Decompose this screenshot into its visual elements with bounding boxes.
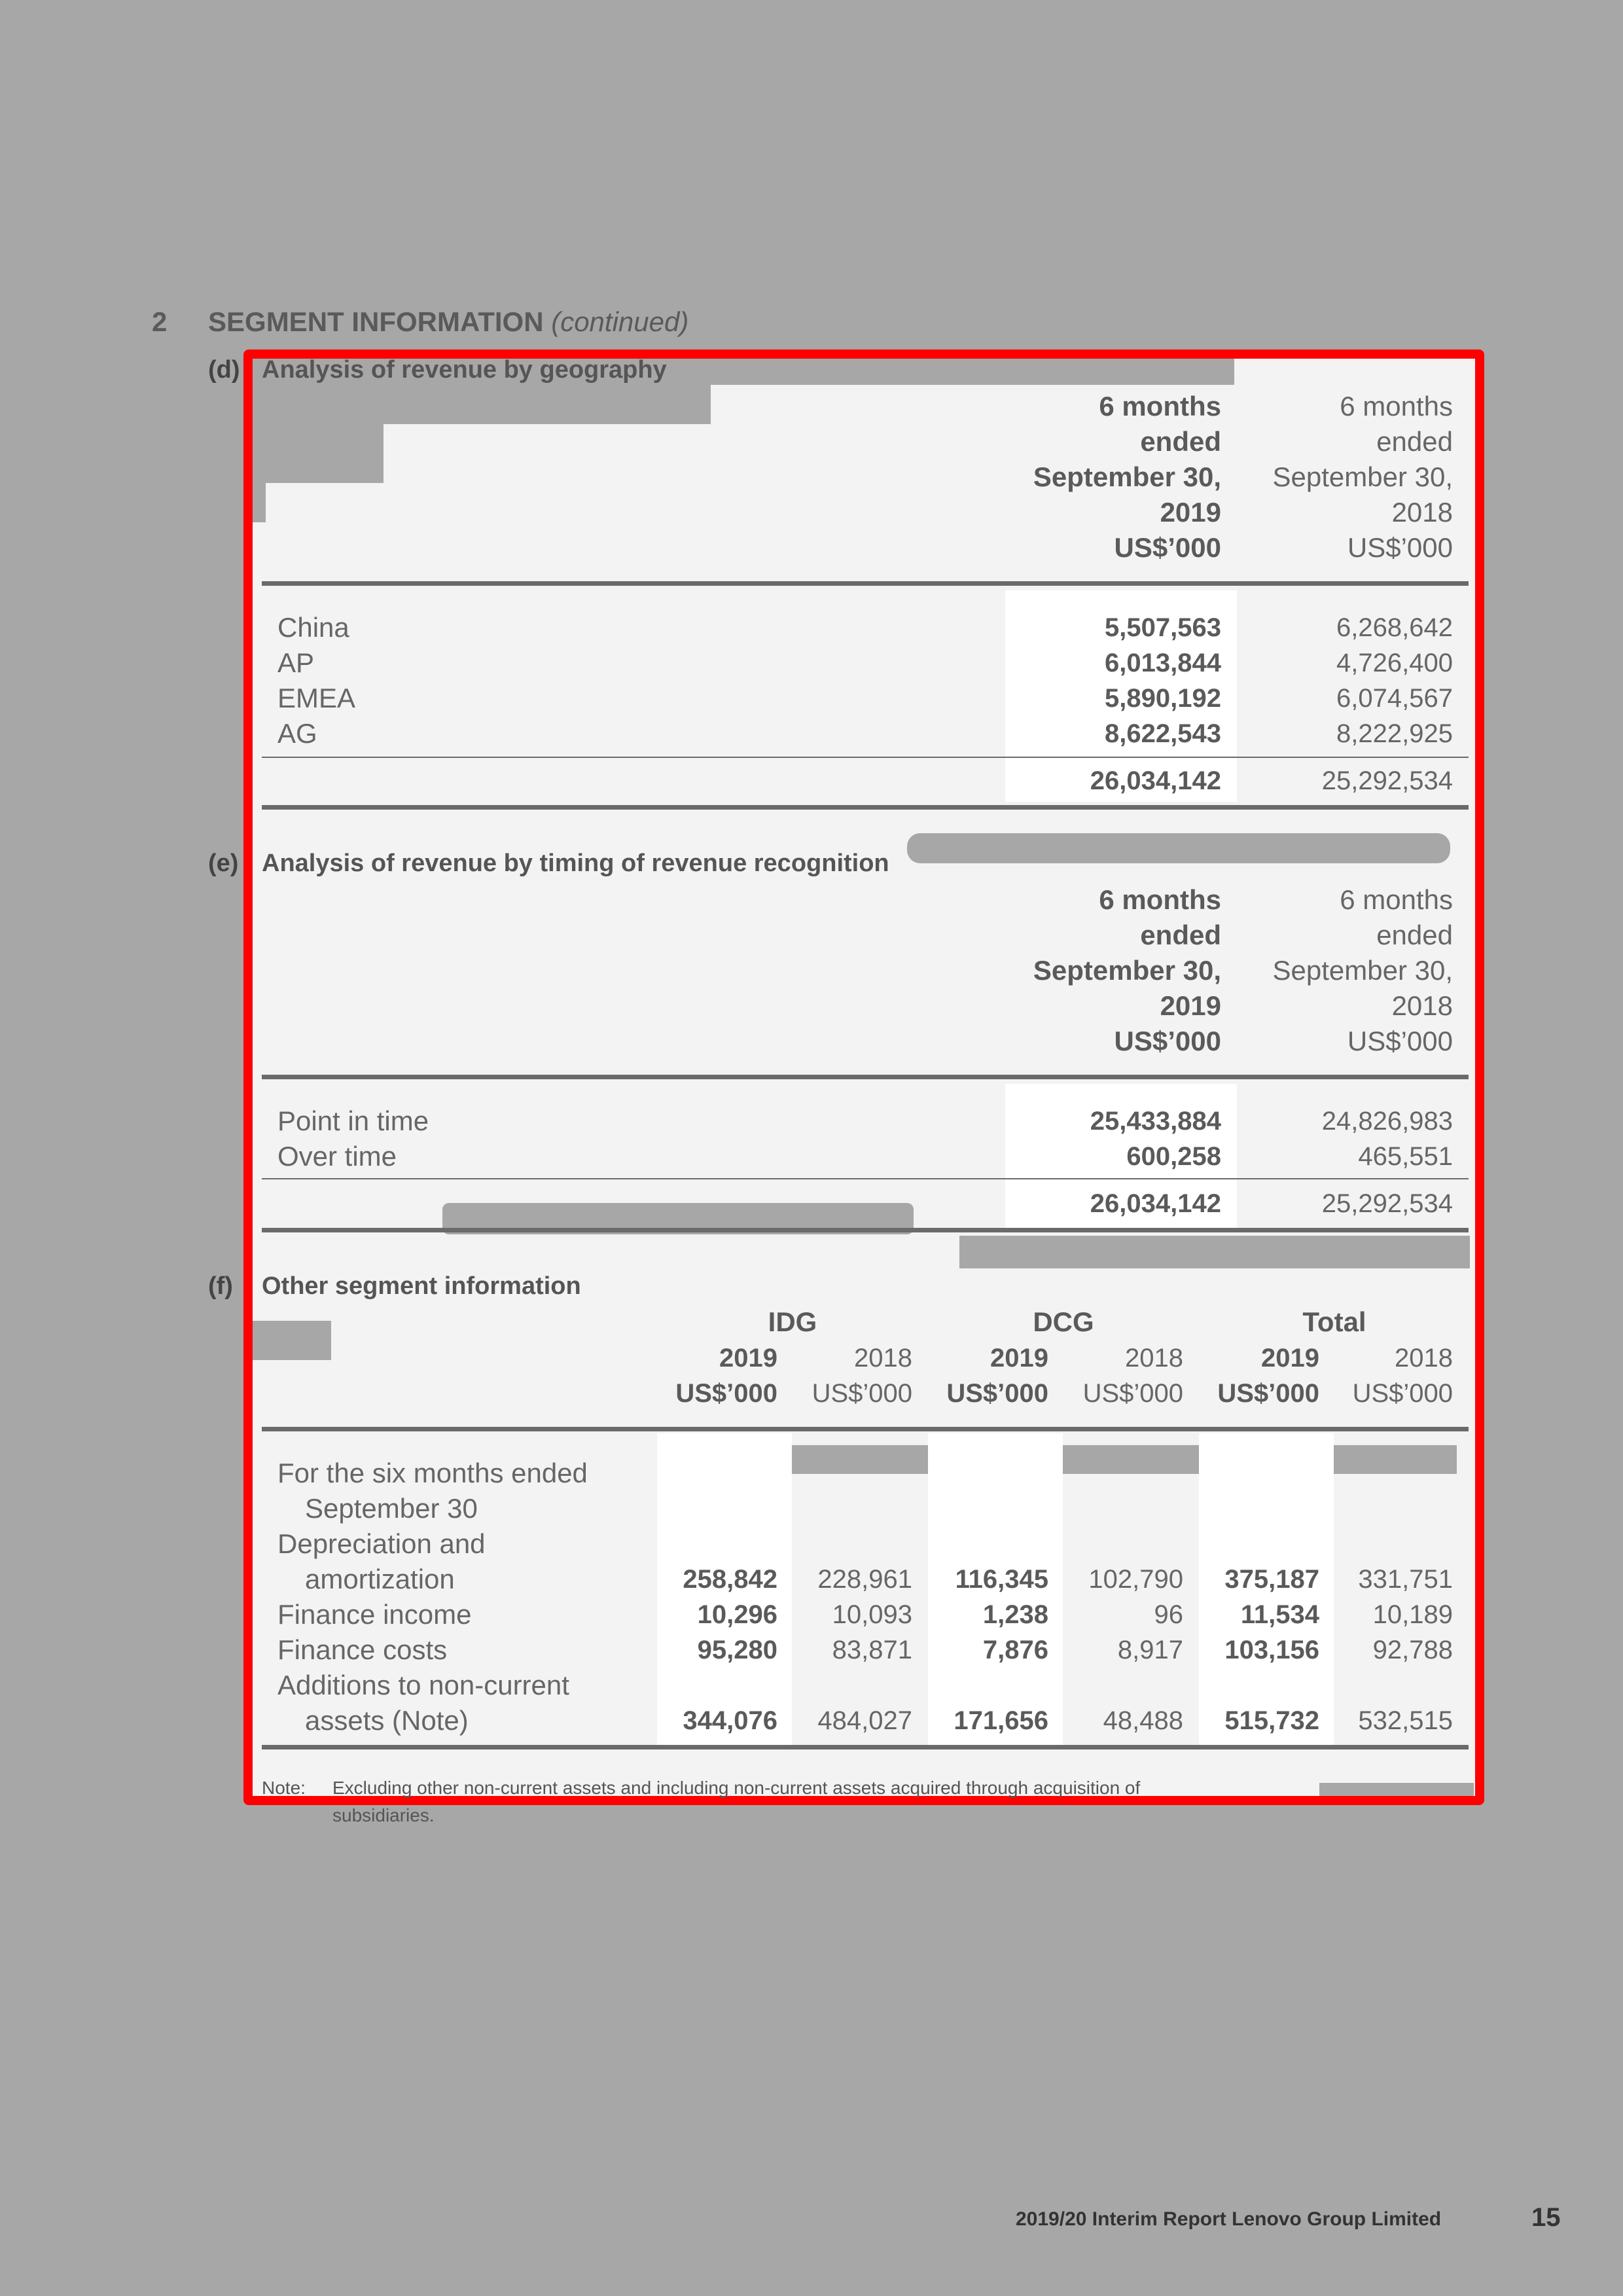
other-value: 331,751 xyxy=(1358,1565,1453,1594)
scan-shade xyxy=(743,1445,1457,1474)
unit-header: US$’000 xyxy=(946,1379,1048,1408)
timing-row-label: Point in time xyxy=(277,1105,429,1136)
other-value: 228,961 xyxy=(817,1565,912,1594)
other-value: 515,732 xyxy=(1224,1706,1319,1735)
geo-top-rule xyxy=(262,581,1469,586)
year-header: 2018 xyxy=(854,1344,912,1372)
other-value: 48,488 xyxy=(1103,1706,1183,1735)
geo-bottom-rule xyxy=(262,805,1469,810)
section-title xyxy=(208,306,688,338)
geo-h2019-line: US$’000 xyxy=(1114,532,1221,563)
geo-h2019-line: 2019 xyxy=(1160,497,1221,528)
geo-value-2019: 8,622,543 xyxy=(1105,719,1221,748)
other-value: 103,156 xyxy=(1224,1636,1319,1664)
other-value: 11,534 xyxy=(1240,1600,1319,1629)
other-row-label: assets (Note) xyxy=(305,1705,469,1736)
other-value: 375,187 xyxy=(1224,1565,1319,1594)
year-header: 2019 xyxy=(719,1344,777,1372)
geo-row-label: AP xyxy=(277,647,315,678)
timing-title: Analysis of revenue by timing of revenue recognition xyxy=(262,850,889,877)
geo-total-2019: 26,034,142 xyxy=(1090,766,1221,795)
timing-h2018-line: US$’000 xyxy=(1347,1026,1453,1056)
geo-header-2018 xyxy=(1230,389,1453,565)
section-title-text: SEGMENT INFORMATION xyxy=(208,306,544,337)
geo-h2019-line: ended xyxy=(1140,426,1221,457)
geo-h2018-line: US$’000 xyxy=(1347,532,1453,563)
other-label: (f) xyxy=(208,1272,233,1300)
timing-h2018-line: 6 months xyxy=(1340,884,1453,915)
scan-shade xyxy=(907,833,1450,863)
geo-subtotal-rule xyxy=(262,757,1469,758)
geo-value-2019: 6,013,844 xyxy=(1105,649,1221,677)
scan-shade xyxy=(959,1236,1470,1268)
other-value: 1,238 xyxy=(982,1600,1048,1629)
other-row-label: Depreciation and xyxy=(277,1528,486,1559)
unit-header: US$’000 xyxy=(1082,1379,1183,1408)
other-value: 484,027 xyxy=(817,1706,912,1735)
other-title: Other segment information xyxy=(262,1272,581,1300)
timing-value-2018: 24,826,983 xyxy=(1321,1107,1453,1136)
geo-row-label: China xyxy=(277,612,349,643)
timing-h2018-line: 2018 xyxy=(1391,990,1453,1021)
note-text: Excluding other non-current assets and including non-current assets acquired through acquisition of xyxy=(332,1778,1141,1798)
unit-header: US$’000 xyxy=(1217,1379,1319,1408)
other-value: 8,917 xyxy=(1117,1636,1183,1664)
timing-value-2019: 25,433,884 xyxy=(1090,1107,1221,1136)
geo-values-2018 xyxy=(1243,610,1453,751)
page-number: 15 xyxy=(1531,2203,1561,2232)
geo-row-labels xyxy=(277,610,355,751)
unit-header: US$’000 xyxy=(1352,1379,1453,1408)
geo-h2019-line: 6 months xyxy=(1099,391,1221,422)
other-value: 10,189 xyxy=(1372,1600,1453,1629)
geo-h2018-line: 2018 xyxy=(1391,497,1453,528)
geo-h2019-line: September 30, xyxy=(1033,461,1221,492)
other-value: 96 xyxy=(1154,1600,1183,1629)
timing-bottom-rule xyxy=(262,1228,1469,1232)
other-value: 83,871 xyxy=(832,1636,912,1664)
geo-value-2019: 5,890,192 xyxy=(1105,684,1221,713)
other-value: 171,656 xyxy=(954,1706,1048,1735)
geo-h2018-line: 6 months xyxy=(1340,391,1453,422)
timing-total-2018: 25,292,534 xyxy=(1321,1189,1453,1218)
section-number: 2 xyxy=(152,306,168,337)
timing-header-2019 xyxy=(940,882,1221,1059)
timing-h2019-line: US$’000 xyxy=(1114,1026,1221,1056)
geo-h2018-line: ended xyxy=(1376,426,1453,457)
other-value: 10,093 xyxy=(832,1600,912,1629)
other-value: 102,790 xyxy=(1088,1565,1183,1594)
period-label: September 30 xyxy=(305,1493,478,1524)
year-header: 2018 xyxy=(1125,1344,1183,1372)
timing-value-2019: 600,258 xyxy=(1126,1142,1221,1171)
other-value: 532,515 xyxy=(1358,1706,1453,1735)
timing-row-label: Over time xyxy=(277,1141,397,1172)
other-row-label: Finance costs xyxy=(277,1634,448,1665)
timing-h2019-line: ended xyxy=(1140,920,1221,950)
timing-h2019-line: 2019 xyxy=(1160,990,1221,1021)
geo-label: (d) xyxy=(208,356,240,384)
year-header: 2019 xyxy=(990,1344,1048,1372)
timing-row-labels xyxy=(277,1103,429,1174)
timing-h2018-line: September 30, xyxy=(1272,955,1453,986)
timing-h2018-line: ended xyxy=(1376,920,1453,950)
other-row-label: amortization xyxy=(305,1564,455,1594)
timing-value-2018: 465,551 xyxy=(1358,1142,1453,1171)
geo-value-2018: 6,268,642 xyxy=(1336,613,1453,642)
other-row-label: Finance income xyxy=(277,1599,472,1630)
timing-h2019-line: 6 months xyxy=(1099,884,1221,915)
scan-shade xyxy=(253,483,266,522)
group-dcg: DCG xyxy=(1033,1306,1094,1337)
timing-top-rule xyxy=(262,1075,1469,1079)
other-value: 116,345 xyxy=(955,1565,1048,1594)
geo-value-2018: 6,074,567 xyxy=(1336,684,1453,713)
geo-row-label: AG xyxy=(277,718,317,749)
scan-shade xyxy=(1319,1783,1474,1796)
timing-header-2018 xyxy=(1230,882,1453,1059)
year-header: 2019 xyxy=(1261,1344,1319,1372)
geo-row-label: EMEA xyxy=(277,683,356,713)
timing-subtotal-rule xyxy=(262,1178,1469,1179)
other-value: 92,788 xyxy=(1372,1636,1453,1664)
geo-values-2019 xyxy=(1005,610,1221,751)
unit-header: US$’000 xyxy=(675,1379,777,1408)
other-row-label: Additions to non-current xyxy=(277,1670,569,1700)
geo-total-2018: 25,292,534 xyxy=(1321,766,1453,795)
other-value: 344,076 xyxy=(683,1706,777,1735)
other-bottom-rule xyxy=(262,1745,1469,1749)
other-value: 10,296 xyxy=(697,1600,777,1629)
geo-value-2018: 8,222,925 xyxy=(1336,719,1453,748)
scan-shade xyxy=(253,385,711,424)
timing-label: (e) xyxy=(208,850,239,877)
other-top-rule xyxy=(262,1427,1469,1431)
unit-header: US$’000 xyxy=(812,1379,912,1408)
geo-header-2019 xyxy=(940,389,1221,565)
geo-title: Analysis of revenue by geography xyxy=(262,356,667,384)
group-total: Total xyxy=(1302,1306,1366,1337)
footer-text: 2019/20 Interim Report Lenovo Group Limited xyxy=(1016,2208,1442,2230)
timing-values-2019 xyxy=(1005,1103,1221,1174)
other-value: 258,842 xyxy=(683,1565,777,1594)
other-value: 7,876 xyxy=(982,1636,1048,1664)
year-header: 2018 xyxy=(1395,1344,1453,1372)
timing-total-2019: 26,034,142 xyxy=(1090,1189,1221,1218)
scan-shade xyxy=(253,1321,331,1360)
period-label: For the six months ended xyxy=(277,1458,588,1488)
section-continued: (continued) xyxy=(551,306,689,337)
note-label: Note: xyxy=(262,1778,306,1798)
timing-h2019-line: September 30, xyxy=(1033,955,1221,986)
timing-values-2018 xyxy=(1243,1103,1453,1174)
geo-value-2018: 4,726,400 xyxy=(1336,649,1453,677)
geo-h2018-line: September 30, xyxy=(1272,461,1453,492)
scan-shade xyxy=(253,424,383,483)
other-value: 95,280 xyxy=(697,1636,777,1664)
geo-value-2019: 5,507,563 xyxy=(1105,613,1221,642)
group-idg: IDG xyxy=(768,1306,817,1337)
note-text: subsidiaries. xyxy=(332,1805,435,1825)
